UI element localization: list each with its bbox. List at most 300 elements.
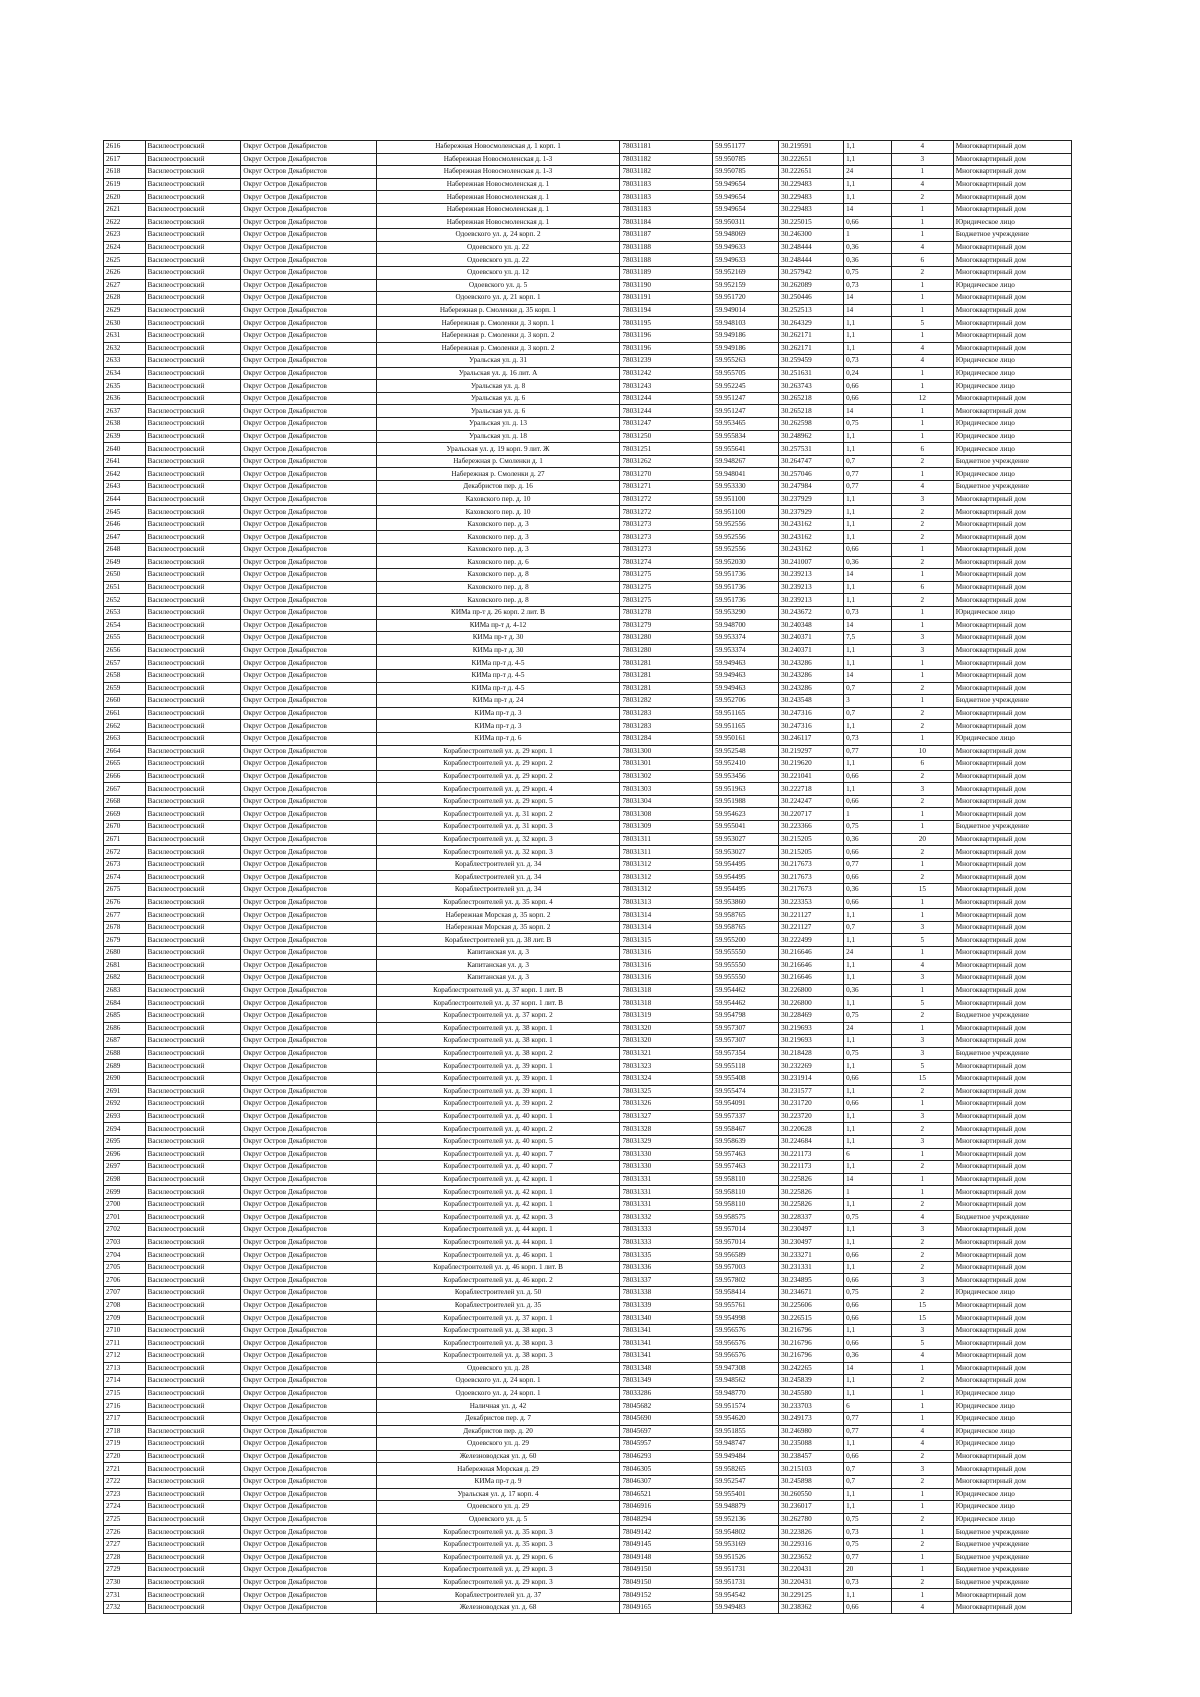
row-number-cell: 2708 — [104, 1299, 146, 1312]
row-number-cell: 2664 — [104, 745, 146, 758]
district-cell: Василеостровский — [145, 581, 241, 594]
district-cell: Василеостровский — [145, 266, 241, 279]
longitude-cell: 30.249173 — [779, 1412, 844, 1425]
longitude-cell: 30.241007 — [779, 556, 844, 569]
table-row — [104, 783, 1072, 796]
district-cell: Василеостровский — [145, 1601, 241, 1614]
district-cell: Василеостровский — [145, 493, 241, 506]
municipal-okrug-cell: Округ Остров Декабристов — [241, 1412, 376, 1425]
address-cell: Одоевского ул. д. 28 — [376, 1362, 620, 1375]
object-code-cell: 78031325 — [620, 1085, 713, 1098]
municipal-okrug-cell: Округ Остров Декабристов — [241, 468, 376, 481]
latitude-cell: 59.951736 — [713, 569, 779, 582]
table-row — [104, 1135, 1072, 1148]
value-cell: 6 — [844, 1148, 892, 1161]
value-cell: 0,36 — [844, 833, 892, 846]
row-number-cell: 2657 — [104, 657, 146, 670]
district-cell: Василеостровский — [145, 1098, 241, 1111]
longitude-cell: 30.219297 — [779, 745, 844, 758]
owner-type-cell: Многоквартирный дом — [953, 632, 1071, 645]
object-code-cell: 78031333 — [620, 1224, 713, 1237]
row-number-cell: 2681 — [104, 959, 146, 972]
municipal-okrug-cell: Округ Остров Декабристов — [241, 858, 376, 871]
longitude-cell: 30.247316 — [779, 720, 844, 733]
municipal-okrug-cell: Округ Остров Декабристов — [241, 1047, 376, 1060]
latitude-cell: 59.955200 — [713, 934, 779, 947]
count-cell: 2 — [891, 531, 953, 544]
count-cell: 2 — [891, 1475, 953, 1488]
district-cell: Василеостровский — [145, 1224, 241, 1237]
object-code-cell: 78031272 — [620, 506, 713, 519]
count-cell: 1 — [891, 1362, 953, 1375]
latitude-cell: 59.951247 — [713, 405, 779, 418]
municipal-okrug-cell: Округ Остров Декабристов — [241, 1564, 376, 1577]
object-code-cell: 78031282 — [620, 695, 713, 708]
table-row — [104, 506, 1072, 519]
address-cell: КИМа пр-т д. 4-5 — [376, 682, 620, 695]
municipal-okrug-cell: Округ Остров Декабристов — [241, 1350, 376, 1363]
longitude-cell: 30.237929 — [779, 506, 844, 519]
value-cell: 0,7 — [844, 921, 892, 934]
row-number-cell: 2626 — [104, 266, 146, 279]
value-cell: 0,24 — [844, 367, 892, 380]
object-code-cell: 78046916 — [620, 1501, 713, 1514]
object-code-cell: 78031275 — [620, 581, 713, 594]
count-cell: 4 — [891, 178, 953, 191]
longitude-cell: 30.233271 — [779, 1249, 844, 1262]
latitude-cell: 59.958110 — [713, 1198, 779, 1211]
row-number-cell: 2663 — [104, 732, 146, 745]
longitude-cell: 30.245839 — [779, 1375, 844, 1388]
latitude-cell: 59.952136 — [713, 1513, 779, 1526]
object-code-cell: 78031279 — [620, 619, 713, 632]
longitude-cell: 30.215205 — [779, 833, 844, 846]
address-cell: Кораблестроителей ул. д. 42 корп. 1 — [376, 1198, 620, 1211]
owner-type-cell: Бюджетное учреждение — [953, 1551, 1071, 1564]
longitude-cell: 30.239213 — [779, 581, 844, 594]
value-cell: 0,66 — [844, 1249, 892, 1262]
address-cell: Кораблестроителей ул. д. 40 корп. 1 — [376, 1110, 620, 1123]
object-code-cell: 78031195 — [620, 317, 713, 330]
value-cell: 1,1 — [844, 531, 892, 544]
latitude-cell: 59.948700 — [713, 619, 779, 632]
municipal-okrug-cell: Округ Остров Декабристов — [241, 997, 376, 1010]
table-row — [104, 493, 1072, 506]
address-cell: Капитанская ул. д. 3 — [376, 972, 620, 985]
owner-type-cell: Многоквартирный дом — [953, 1224, 1071, 1237]
object-code-cell: 78031281 — [620, 682, 713, 695]
value-cell: 1 — [844, 229, 892, 242]
value-cell: 0,66 — [844, 896, 892, 909]
latitude-cell: 59.955550 — [713, 972, 779, 985]
municipal-okrug-cell: Округ Остров Декабристов — [241, 493, 376, 506]
table-row — [104, 606, 1072, 619]
municipal-okrug-cell: Округ Остров Декабристов — [241, 1022, 376, 1035]
district-cell: Василеостровский — [145, 443, 241, 456]
latitude-cell: 59.954620 — [713, 1412, 779, 1425]
owner-type-cell: Юридическое лицо — [953, 1488, 1071, 1501]
address-cell: Одоевского ул. д. 24 корп. 1 — [376, 1387, 620, 1400]
owner-type-cell: Юридическое лицо — [953, 1412, 1071, 1425]
count-cell: 5 — [891, 1060, 953, 1073]
table-row — [104, 821, 1072, 834]
row-number-cell: 2710 — [104, 1324, 146, 1337]
address-cell: Декабристов пер. д. 20 — [376, 1425, 620, 1438]
address-cell: Кораблестроителей ул. д. 46 корп. 1 — [376, 1249, 620, 1262]
value-cell: 14 — [844, 203, 892, 216]
longitude-cell: 30.231331 — [779, 1261, 844, 1274]
district-cell: Василеостровский — [145, 254, 241, 267]
district-cell: Василеостровский — [145, 1173, 241, 1186]
object-code-cell: 78031284 — [620, 732, 713, 745]
latitude-cell: 59.951736 — [713, 594, 779, 607]
row-number-cell: 2679 — [104, 934, 146, 947]
count-cell: 2 — [891, 1450, 953, 1463]
longitude-cell: 30.243162 — [779, 544, 844, 557]
longitude-cell: 30.215205 — [779, 846, 844, 859]
district-cell: Василеостровский — [145, 594, 241, 607]
value-cell: 0,7 — [844, 707, 892, 720]
object-code-cell: 78031196 — [620, 329, 713, 342]
address-cell: Каховского пер. д. 8 — [376, 581, 620, 594]
latitude-cell: 59.950785 — [713, 166, 779, 179]
latitude-cell: 59.949014 — [713, 304, 779, 317]
address-cell: КИМа пр-т д. 30 — [376, 644, 620, 657]
latitude-cell: 59.949633 — [713, 254, 779, 267]
owner-type-cell: Многоквартирный дом — [953, 1337, 1071, 1350]
table-row — [104, 1450, 1072, 1463]
table-row — [104, 732, 1072, 745]
district-cell: Василеостровский — [145, 1135, 241, 1148]
table-row — [104, 254, 1072, 267]
row-number-cell: 2627 — [104, 279, 146, 292]
value-cell: 0,77 — [844, 1412, 892, 1425]
longitude-cell: 30.233703 — [779, 1400, 844, 1413]
object-code-cell: 78031312 — [620, 871, 713, 884]
count-cell: 1 — [891, 1400, 953, 1413]
row-number-cell: 2645 — [104, 506, 146, 519]
owner-type-cell: Бюджетное учреждение — [953, 1047, 1071, 1060]
row-number-cell: 2632 — [104, 342, 146, 355]
count-cell: 2 — [891, 506, 953, 519]
owner-type-cell: Бюджетное учреждение — [953, 1564, 1071, 1577]
row-number-cell: 2689 — [104, 1060, 146, 1073]
latitude-cell: 59.948041 — [713, 468, 779, 481]
address-cell: Одоевского ул. д. 24 корп. 2 — [376, 229, 620, 242]
address-cell: Набережная р. Смоленки д. 3 корп. 2 — [376, 342, 620, 355]
municipal-okrug-cell: Округ Остров Декабристов — [241, 1110, 376, 1123]
district-cell: Василеостровский — [145, 1589, 241, 1602]
value-cell: 0,75 — [844, 266, 892, 279]
longitude-cell: 30.219693 — [779, 1022, 844, 1035]
value-cell: 1,1 — [844, 594, 892, 607]
address-cell: Кораблестроителей ул. д. 29 корп. 6 — [376, 1551, 620, 1564]
table-row — [104, 909, 1072, 922]
object-code-cell: 78031316 — [620, 972, 713, 985]
district-cell: Василеостровский — [145, 921, 241, 934]
row-number-cell: 2727 — [104, 1538, 146, 1551]
table-row — [104, 229, 1072, 242]
count-cell: 3 — [891, 1035, 953, 1048]
address-cell: КИМа пр-т д. 24 — [376, 695, 620, 708]
value-cell: 0,66 — [844, 380, 892, 393]
longitude-cell: 30.229125 — [779, 1589, 844, 1602]
value-cell: 1,1 — [844, 1085, 892, 1098]
owner-type-cell: Многоквартирный дом — [953, 1060, 1071, 1073]
count-cell: 2 — [891, 1123, 953, 1136]
object-code-cell: 78031283 — [620, 720, 713, 733]
longitude-cell: 30.243162 — [779, 531, 844, 544]
table-row — [104, 392, 1072, 405]
row-number-cell: 2720 — [104, 1450, 146, 1463]
count-cell: 4 — [891, 1438, 953, 1451]
district-cell: Василеостровский — [145, 1513, 241, 1526]
count-cell: 3 — [891, 1463, 953, 1476]
object-code-cell: 78045682 — [620, 1400, 713, 1413]
district-cell: Василеостровский — [145, 405, 241, 418]
value-cell: 14 — [844, 1173, 892, 1186]
count-cell: 5 — [891, 997, 953, 1010]
longitude-cell: 30.239213 — [779, 569, 844, 582]
latitude-cell: 59.952169 — [713, 266, 779, 279]
count-cell: 10 — [891, 745, 953, 758]
longitude-cell: 30.251631 — [779, 367, 844, 380]
latitude-cell: 59.957003 — [713, 1261, 779, 1274]
longitude-cell: 30.216646 — [779, 947, 844, 960]
row-number-cell: 2698 — [104, 1173, 146, 1186]
row-number-cell: 2706 — [104, 1274, 146, 1287]
address-cell: Каховского пер. д. 3 — [376, 518, 620, 531]
municipal-okrug-cell: Округ Остров Декабристов — [241, 216, 376, 229]
row-number-cell: 2636 — [104, 392, 146, 405]
object-code-cell: 78031318 — [620, 997, 713, 1010]
municipal-okrug-cell: Округ Остров Декабристов — [241, 1362, 376, 1375]
longitude-cell: 30.262171 — [779, 342, 844, 355]
longitude-cell: 30.237929 — [779, 493, 844, 506]
count-cell: 1 — [891, 1412, 953, 1425]
count-cell: 2 — [891, 1249, 953, 1262]
object-code-cell: 78049142 — [620, 1526, 713, 1539]
latitude-cell: 59.957463 — [713, 1148, 779, 1161]
district-cell: Василеостровский — [145, 1085, 241, 1098]
district-cell: Василеостровский — [145, 783, 241, 796]
latitude-cell: 59.957802 — [713, 1274, 779, 1287]
value-cell: 1,1 — [844, 1135, 892, 1148]
longitude-cell: 30.223652 — [779, 1551, 844, 1564]
object-code-cell: 78031194 — [620, 304, 713, 317]
latitude-cell: 59.955408 — [713, 1072, 779, 1085]
object-code-cell: 78031301 — [620, 758, 713, 771]
address-cell: Кораблестроителей ул. д. 38 корп. 2 — [376, 1047, 620, 1060]
longitude-cell: 30.238457 — [779, 1450, 844, 1463]
municipal-okrug-cell: Округ Остров Декабристов — [241, 1475, 376, 1488]
count-cell: 1 — [891, 216, 953, 229]
row-number-cell: 2619 — [104, 178, 146, 191]
latitude-cell: 59.949186 — [713, 329, 779, 342]
row-number-cell: 2697 — [104, 1161, 146, 1174]
object-code-cell: 78031314 — [620, 921, 713, 934]
municipal-okrug-cell: Округ Остров Декабристов — [241, 909, 376, 922]
address-cell: Одоевского ул. д. 5 — [376, 1513, 620, 1526]
table-row — [104, 569, 1072, 582]
owner-type-cell: Многоквартирный дом — [953, 884, 1071, 897]
municipal-okrug-cell: Округ Остров Декабристов — [241, 921, 376, 934]
value-cell: 0,77 — [844, 481, 892, 494]
municipal-okrug-cell: Округ Остров Декабристов — [241, 1274, 376, 1287]
latitude-cell: 59.955641 — [713, 443, 779, 456]
longitude-cell: 30.243286 — [779, 682, 844, 695]
value-cell: 1,1 — [844, 1060, 892, 1073]
count-cell: 1 — [891, 292, 953, 305]
count-cell: 6 — [891, 254, 953, 267]
count-cell: 1 — [891, 1098, 953, 1111]
address-cell: Уральская ул. д. 18 — [376, 430, 620, 443]
value-cell: 0,73 — [844, 732, 892, 745]
table-row — [104, 1324, 1072, 1337]
row-number-cell: 2641 — [104, 455, 146, 468]
value-cell: 1,1 — [844, 493, 892, 506]
owner-type-cell: Многоквартирный дом — [953, 745, 1071, 758]
municipal-okrug-cell: Округ Остров Декабристов — [241, 544, 376, 557]
object-code-cell: 78031270 — [620, 468, 713, 481]
municipal-okrug-cell: Округ Остров Декабристов — [241, 178, 376, 191]
table-row — [104, 1589, 1072, 1602]
object-code-cell: 78031328 — [620, 1123, 713, 1136]
count-cell: 3 — [891, 921, 953, 934]
owner-type-cell: Многоквартирный дом — [953, 266, 1071, 279]
count-cell: 1 — [891, 619, 953, 632]
longitude-cell: 30.265218 — [779, 392, 844, 405]
district-cell: Василеостровский — [145, 342, 241, 355]
owner-type-cell: Многоквартирный дом — [953, 783, 1071, 796]
owner-type-cell: Многоквартирный дом — [953, 833, 1071, 846]
address-cell: Кораблестроителей ул. д. 38 корп. 3 — [376, 1350, 620, 1363]
value-cell: 7,5 — [844, 632, 892, 645]
municipal-okrug-cell: Округ Остров Декабристов — [241, 317, 376, 330]
count-cell: 1 — [891, 947, 953, 960]
row-number-cell: 2731 — [104, 1589, 146, 1602]
table-row — [104, 858, 1072, 871]
municipal-okrug-cell: Округ Остров Декабристов — [241, 657, 376, 670]
table-row — [104, 720, 1072, 733]
table-row — [104, 430, 1072, 443]
municipal-okrug-cell: Округ Остров Декабристов — [241, 1148, 376, 1161]
table-body — [104, 141, 1072, 1614]
value-cell: 1,1 — [844, 1387, 892, 1400]
address-cell: Каховского пер. д. 8 — [376, 594, 620, 607]
owner-type-cell: Многоквартирный дом — [953, 1475, 1071, 1488]
table-row — [104, 1350, 1072, 1363]
table-row — [104, 1438, 1072, 1451]
district-cell: Василеостровский — [145, 619, 241, 632]
count-cell: 5 — [891, 317, 953, 330]
municipal-okrug-cell: Округ Остров Декабристов — [241, 1249, 376, 1262]
count-cell: 1 — [891, 405, 953, 418]
latitude-cell: 59.954091 — [713, 1098, 779, 1111]
table-row — [104, 1072, 1072, 1085]
municipal-okrug-cell: Округ Остров Декабристов — [241, 884, 376, 897]
district-cell: Василеостровский — [145, 959, 241, 972]
owner-type-cell: Многоквартирный дом — [953, 166, 1071, 179]
row-number-cell: 2685 — [104, 1009, 146, 1022]
count-cell: 3 — [891, 632, 953, 645]
count-cell: 2 — [891, 795, 953, 808]
address-cell: Кораблестроителей ул. д. 32 корп. 3 — [376, 833, 620, 846]
latitude-cell: 59.948267 — [713, 455, 779, 468]
count-cell: 3 — [891, 644, 953, 657]
district-cell: Василеостровский — [145, 1312, 241, 1325]
object-code-cell: 78031280 — [620, 632, 713, 645]
count-cell: 15 — [891, 884, 953, 897]
owner-type-cell: Многоквартирный дом — [953, 178, 1071, 191]
latitude-cell: 59.957307 — [713, 1035, 779, 1048]
municipal-okrug-cell: Округ Остров Декабристов — [241, 1085, 376, 1098]
row-number-cell: 2647 — [104, 531, 146, 544]
object-code-cell: 78031181 — [620, 141, 713, 154]
value-cell: 0,77 — [844, 1425, 892, 1438]
value-cell: 0,75 — [844, 1287, 892, 1300]
district-cell: Василеостровский — [145, 317, 241, 330]
owner-type-cell: Многоквартирный дом — [953, 531, 1071, 544]
municipal-okrug-cell: Округ Остров Декабристов — [241, 783, 376, 796]
value-cell: 1,1 — [844, 934, 892, 947]
address-cell: Кораблестроителей ул. д. 37 корп. 1 лит. В — [376, 984, 620, 997]
value-cell: 1,1 — [844, 972, 892, 985]
row-number-cell: 2723 — [104, 1488, 146, 1501]
owner-type-cell: Многоквартирный дом — [953, 959, 1071, 972]
address-cell: Кораблестроителей ул. д. 40 корп. 5 — [376, 1135, 620, 1148]
object-code-cell: 78033286 — [620, 1387, 713, 1400]
row-number-cell: 2654 — [104, 619, 146, 632]
owner-type-cell: Бюджетное учреждение — [953, 1211, 1071, 1224]
address-cell: Кораблестроителей ул. д. 34 — [376, 871, 620, 884]
object-code-cell: 78031275 — [620, 569, 713, 582]
value-cell: 0,77 — [844, 468, 892, 481]
count-cell: 1 — [891, 1387, 953, 1400]
district-cell: Василеостровский — [145, 1576, 241, 1589]
longitude-cell: 30.229483 — [779, 203, 844, 216]
municipal-okrug-cell: Округ Остров Декабристов — [241, 1123, 376, 1136]
district-cell: Василеостровский — [145, 216, 241, 229]
table-row — [104, 644, 1072, 657]
object-code-cell: 78031196 — [620, 342, 713, 355]
owner-type-cell: Бюджетное учреждение — [953, 1009, 1071, 1022]
address-cell: Кораблестроителей ул. д. 37 корп. 2 — [376, 1009, 620, 1022]
owner-type-cell: Многоквартирный дом — [953, 770, 1071, 783]
count-cell: 1 — [891, 1186, 953, 1199]
longitude-cell: 30.221127 — [779, 909, 844, 922]
municipal-okrug-cell: Округ Остров Декабристов — [241, 1551, 376, 1564]
municipal-okrug-cell: Округ Остров Декабристов — [241, 732, 376, 745]
owner-type-cell: Многоквартирный дом — [953, 153, 1071, 166]
municipal-okrug-cell: Округ Остров Декабристов — [241, 695, 376, 708]
object-code-cell: 78031341 — [620, 1350, 713, 1363]
latitude-cell: 59.958467 — [713, 1123, 779, 1136]
count-cell: 4 — [891, 355, 953, 368]
table-row — [104, 191, 1072, 204]
district-cell: Василеостровский — [145, 821, 241, 834]
object-code-cell: 78031244 — [620, 392, 713, 405]
latitude-cell: 59.953027 — [713, 833, 779, 846]
latitude-cell: 59.954462 — [713, 984, 779, 997]
latitude-cell: 59.952410 — [713, 758, 779, 771]
district-cell: Василеостровский — [145, 392, 241, 405]
longitude-cell: 30.259459 — [779, 355, 844, 368]
value-cell: 0,36 — [844, 884, 892, 897]
row-number-cell: 2671 — [104, 833, 146, 846]
count-cell: 1 — [891, 468, 953, 481]
table-row — [104, 443, 1072, 456]
